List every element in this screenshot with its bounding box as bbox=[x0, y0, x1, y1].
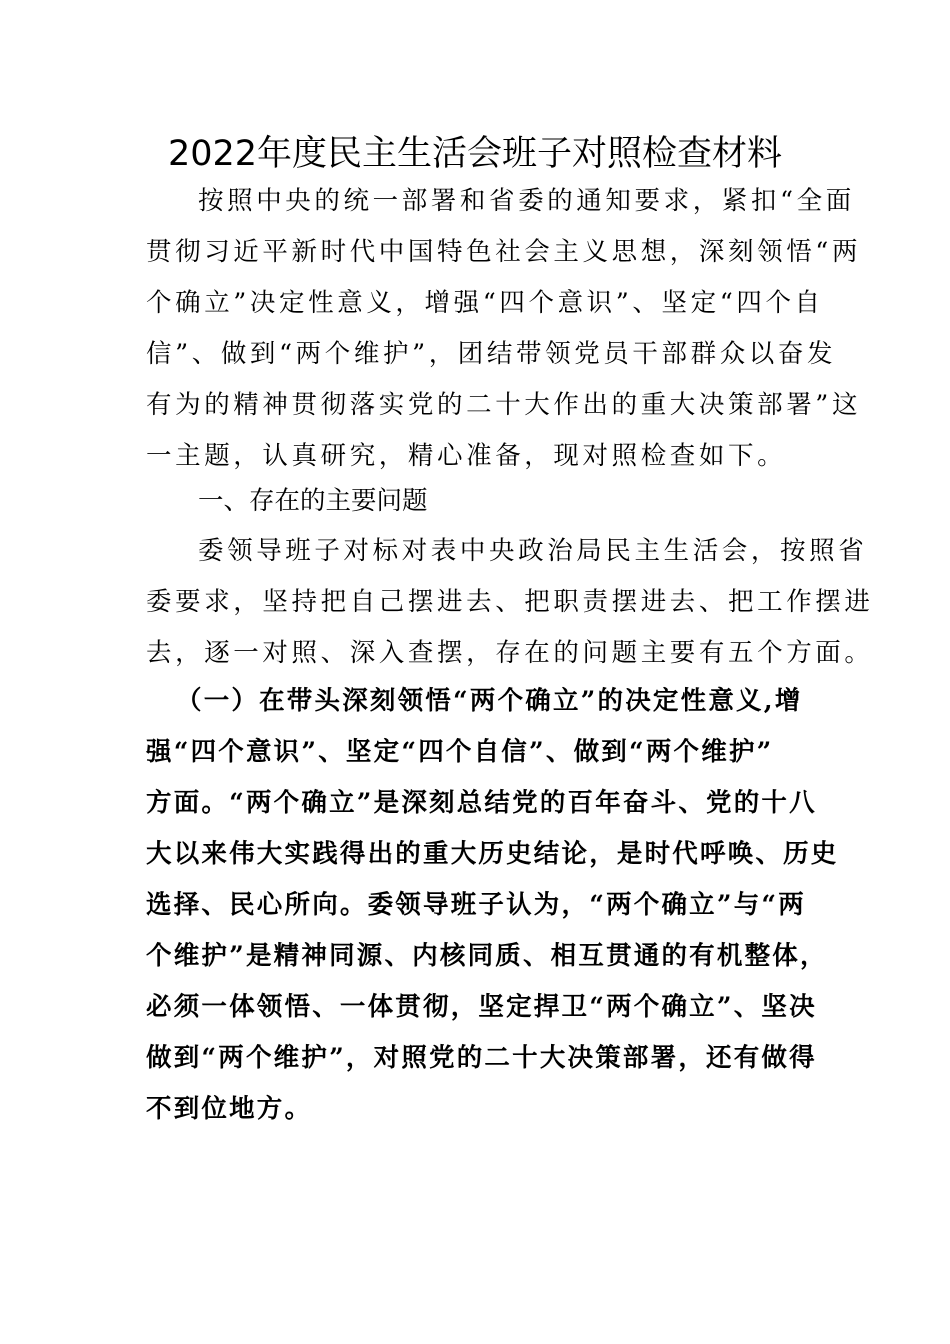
paragraph-line: 个确立”决定性意义，增强“四个意识”、坚定“四个自 bbox=[146, 288, 824, 318]
paragraph-line: 去，逐一对照、深入查摆，存在的问题主要有五个方面。 bbox=[146, 638, 874, 668]
paragraph-line: 信”、做到“两个维护”，团结带领党员干部群众以奋发 bbox=[146, 339, 837, 369]
paragraph-line: 大以来伟大实践得出的重大历史结论，是时代呼唤、历史 bbox=[146, 839, 839, 869]
problems-paragraph bbox=[146, 526, 874, 679]
document-title: 2022年度民主生活会班子对照检查材料 bbox=[167, 134, 783, 174]
paragraph-line: 选择、民心所向。委领导班子认为，“两个确立”与“两 bbox=[146, 890, 807, 920]
paragraph-line: 一主题，认真研究，精心准备，现对照检查如下。 bbox=[146, 441, 787, 471]
subsection-paragraph bbox=[146, 676, 839, 1135]
paragraph-line: 委要求，坚持把自己摆进去、把职责摆进去、把工作摆进 bbox=[146, 587, 874, 617]
intro-paragraph bbox=[146, 176, 862, 482]
section-heading: 一、存在的主要问题 bbox=[198, 486, 428, 516]
paragraph-line: 不到位地方。 bbox=[146, 1094, 313, 1124]
paragraph-line: 做到“两个维护”，对照党的二十大决策部署，还有做得 bbox=[146, 1043, 817, 1073]
paragraph-line: 委领导班子对标对表中央政治局民主生活会，按照省 bbox=[198, 536, 868, 566]
paragraph-line: 按照中央的统一部署和省委的通知要求，紧扣“全面 bbox=[198, 186, 855, 216]
paragraph-line: 有为的精神贯彻落实党的二十大作出的重大决策部署”这 bbox=[146, 390, 862, 420]
paragraph-line: 强“四个意识”、坚定“四个自信”、做到“两个维护” bbox=[146, 737, 774, 767]
paragraph-line: （一）在带头深刻领悟“两个确立”的决定性意义,增 bbox=[176, 686, 803, 716]
paragraph-line: 个维护”是精神同源、内核同质、相互贯通的有机整体， bbox=[146, 941, 828, 971]
paragraph-line: 方面。“两个确立”是深刻总结党的百年奋斗、党的十八 bbox=[146, 788, 817, 818]
paragraph-line: 必须一体领悟、一体贯彻，坚定捍卫“两个确立”、坚决 bbox=[146, 992, 817, 1022]
paragraph-line: 贯彻习近平新时代中国特色社会主义思想，深刻领悟“两 bbox=[146, 237, 862, 267]
